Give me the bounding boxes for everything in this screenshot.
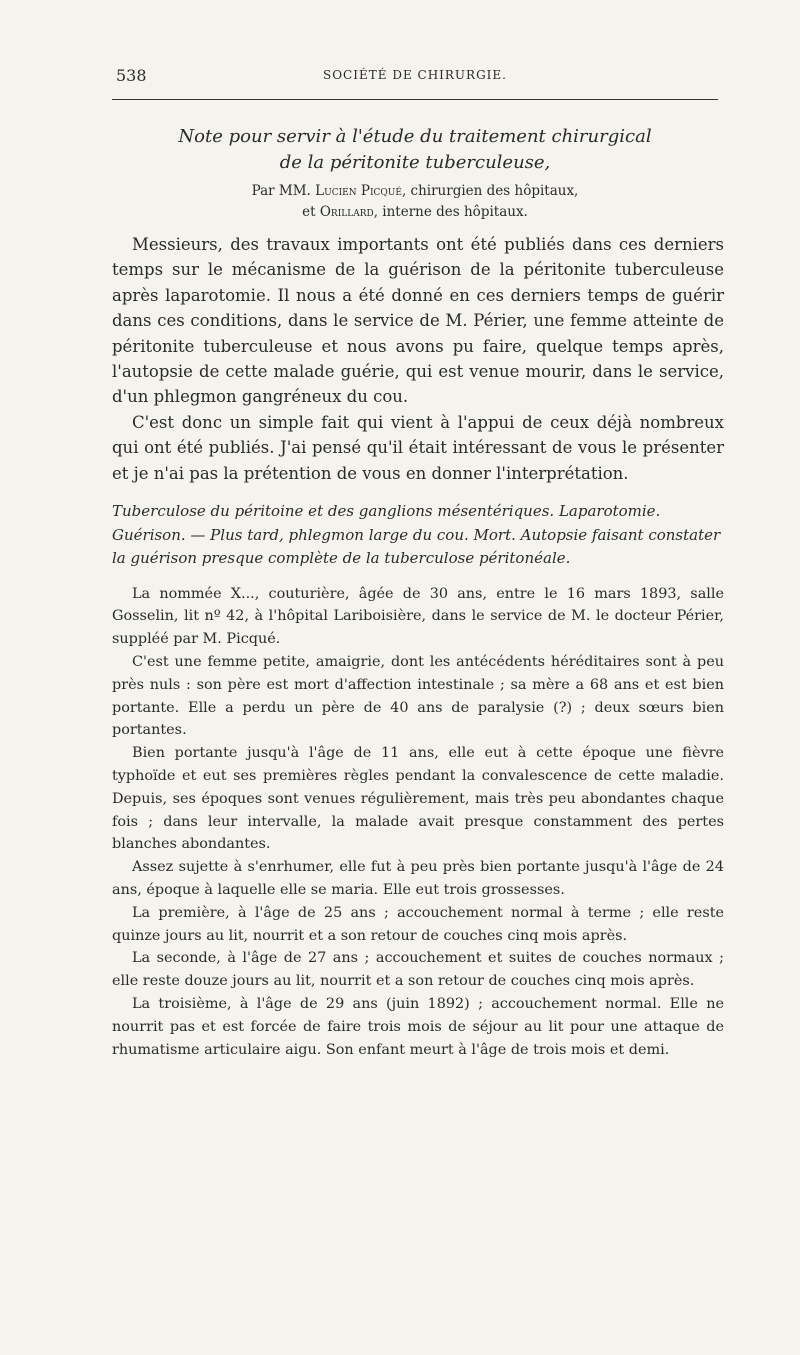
running-title: SOCIÉTÉ DE CHIRURGIE. bbox=[323, 68, 507, 82]
author-role-1: , chirurgien des hôpitaux, bbox=[401, 183, 579, 199]
case-paragraph: La troisième, à l'âge de 29 ans (juin 1892) ; accouchement normal. Elle ne nourrit pas et est forcée de faire trois mois de séjour au lit pour une attaque de rhumatisme articulaire aigu. Son enfant meurt à l'âge de trois mois et demi. bbox=[112, 995, 724, 1058]
case-paragraph: La première, à l'âge de 25 ans ; accouchement normal à terme ; elle reste quinze jours au lit, nourrit et a son retour de couches cinq mois après. bbox=[112, 904, 724, 944]
case-title: Tuberculose du péritoine et des ganglions mésentériques. Laparotomie. Guérison. — Plus tard, phlegmon large du cou. Mort. Autopsie faisant constater la guérison presque complète de la tuberculose péritonéale. bbox=[112, 502, 721, 568]
header-rule bbox=[112, 99, 718, 100]
case-report bbox=[112, 583, 724, 1062]
case-paragraph: Bien portante jusqu'à l'âge de 11 ans, elle eut à cette époque une fièvre typhoïde et eut ses premières règles pendant la convalescence de cette maladie. Depuis, ses époques sont venues régulièrement, mais très peu abondantes chaque fois ; dans leur intervalle, la malade avait presque constamment des pertes blanches abondantes. bbox=[112, 745, 724, 853]
author-line-2 bbox=[112, 202, 718, 223]
intro-section bbox=[112, 232, 724, 486]
page-number: 538 bbox=[116, 66, 147, 85]
intro-paragraph: Messieurs, des travaux importants ont été publiés dans ces derniers temps sur le mécanisme de la guérison de la péritonite tuberculeuse après laparotomie. Il nous a été donné en ces derniers temps de guérir dans ces conditions, dans le service de M. Périer, une femme atteinte de péritonite tuberculeuse et nous avons pu faire, quelque temps après, l'autopsie de cette malade guérie, qui est venue mourir, dans le service, d'un phlegmon gangréneux du cou. bbox=[112, 235, 724, 407]
case-paragraph: Assez sujette à s'enrhumer, elle fut à peu près bien portante jusqu'à l'âge de 24 ans, époque à laquelle elle se maria. Elle eut trois grossesses. bbox=[112, 859, 724, 898]
author-name-1: Lucien Picqué bbox=[315, 183, 402, 199]
case-paragraph: La nommée X..., couturière, âgée de 30 ans, entre le 16 mars 1893, salle Gosselin, lit nº 42, à l'hôpital Lariboisière, dans le service de M. le docteur Périer, suppléé par M. Picqué. bbox=[112, 585, 724, 648]
article-title bbox=[112, 124, 718, 176]
author-line-1 bbox=[112, 181, 718, 202]
author-role-2: , interne des hôpitaux. bbox=[373, 204, 528, 220]
author-name-2: Orillard bbox=[319, 204, 374, 220]
author-byline bbox=[112, 181, 718, 223]
case-paragraph: La seconde, à l'âge de 27 ans ; accouchement et suites de couches normaux ; elle reste douze jours au lit, nourrit et a son retour de couches cinq mois après. bbox=[112, 950, 724, 990]
article-body bbox=[112, 232, 724, 1061]
byline-et: et bbox=[302, 204, 316, 220]
byline-par: Par MM. bbox=[251, 183, 311, 199]
title-line-2: de la péritonite tuberculeuse, bbox=[279, 152, 551, 173]
title-line-1: Note pour servir à l'étude du traitement chirurgical bbox=[178, 126, 652, 147]
intro-paragraph: C'est donc un simple fait qui vient à l'appui de ceux déjà nombreux qui ont été publiés. J'ai pensé qu'il était intéressant de vous le présenter et je n'ai pas la prétention de vous en donner l'interprétation. bbox=[112, 412, 724, 483]
case-paragraph: C'est une femme petite, amaigrie, dont les antécédents héréditaires sont à peu près nuls : son père est mort d'affection intestinale ; sa mère a 68 ans et est bien portante. Elle a perdu un père de 40 ans de paralysie (?) ; deux sœurs bien portantes. bbox=[112, 653, 724, 739]
page-header bbox=[112, 66, 718, 88]
